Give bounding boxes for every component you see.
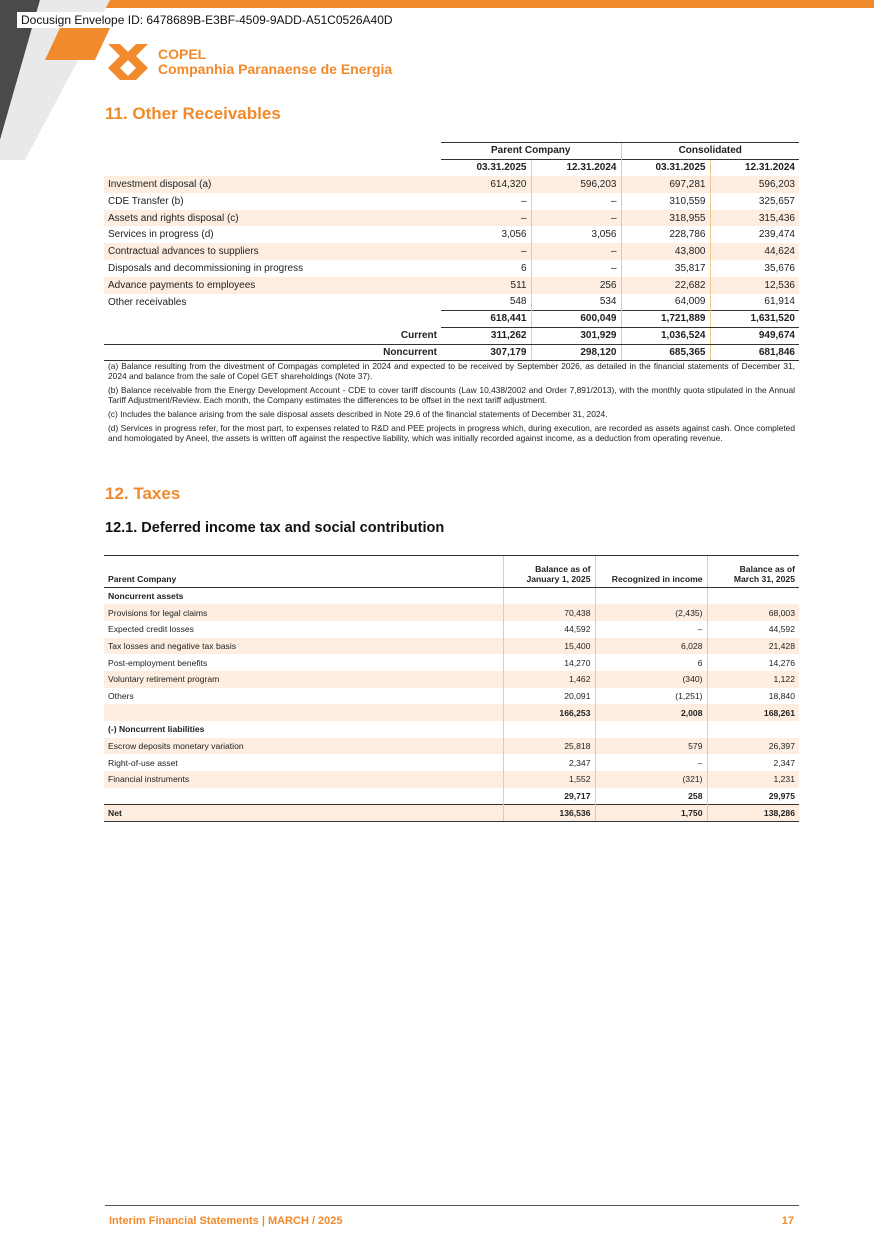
liab-label-row bbox=[104, 721, 799, 738]
value-cell: 256 bbox=[531, 277, 621, 294]
value-cell: 14,276 bbox=[707, 654, 799, 671]
value-cell: 2,347 bbox=[503, 754, 595, 771]
value-cell: – bbox=[531, 210, 621, 227]
deferred-header-row bbox=[104, 556, 799, 588]
net-label: Net bbox=[104, 804, 503, 821]
noncurrent-cell: 307,179 bbox=[441, 344, 531, 361]
value-cell: 239,474 bbox=[710, 226, 799, 243]
group-header-row bbox=[104, 143, 799, 160]
liab-label: (-) Noncurrent liabilities bbox=[108, 724, 205, 735]
note-c: (c) Includes the balance arising from the sale disposal assets described in Note 29.6 of the financial statements of December 31, 2024. bbox=[108, 409, 608, 419]
table-row bbox=[104, 226, 799, 243]
date-col: 03.31.2025 bbox=[441, 159, 531, 176]
copel-logo bbox=[106, 42, 392, 82]
row-label: Advance payments to employees bbox=[104, 277, 441, 294]
net-cell: 136,536 bbox=[503, 804, 595, 821]
section12-title: 12. Taxes bbox=[105, 484, 181, 503]
noncurrent-cell: 298,120 bbox=[531, 344, 621, 361]
row-label: Other receivables bbox=[108, 296, 187, 308]
row-label: Financial instruments bbox=[104, 771, 503, 788]
date-col: 12.31.2024 bbox=[710, 159, 799, 176]
value-cell: 21,428 bbox=[707, 638, 799, 655]
value-cell: 228,786 bbox=[621, 226, 710, 243]
value-cell: 35,817 bbox=[621, 260, 710, 277]
row-label: Post-employment benefits bbox=[108, 657, 208, 668]
assets-total-cell: 168,261 bbox=[707, 704, 799, 721]
group-consolidated: Consolidated bbox=[621, 143, 799, 160]
noncurrent-label: Noncurrent bbox=[104, 344, 441, 361]
other-receivables-table bbox=[104, 142, 799, 361]
value-cell: 44,592 bbox=[503, 621, 595, 638]
date-col: 12.31.2024 bbox=[531, 159, 621, 176]
value-cell: 6 bbox=[595, 654, 707, 671]
value-cell: 61,914 bbox=[710, 294, 799, 311]
header-parent-company: Parent Company bbox=[104, 556, 503, 588]
current-cell: 949,674 bbox=[710, 327, 799, 344]
receivables-notes bbox=[108, 361, 795, 447]
value-cell: 64,009 bbox=[621, 294, 710, 311]
value-cell: 22,682 bbox=[621, 277, 710, 294]
table-row bbox=[104, 654, 799, 671]
value-cell: 68,003 bbox=[707, 604, 799, 621]
net-cell: 1,750 bbox=[595, 804, 707, 821]
assets-total-cell: 2,008 bbox=[595, 704, 707, 721]
value-cell: 14,270 bbox=[503, 654, 595, 671]
deferred-tax-table bbox=[104, 555, 799, 822]
row-label: Others bbox=[108, 690, 134, 701]
table-row bbox=[104, 771, 799, 788]
table-row bbox=[104, 638, 799, 655]
table-row bbox=[104, 193, 799, 210]
value-cell: 12,536 bbox=[710, 277, 799, 294]
table-row bbox=[104, 671, 799, 688]
value-cell: 596,203 bbox=[710, 176, 799, 193]
value-cell: 315,436 bbox=[710, 210, 799, 227]
value-cell: 614,320 bbox=[441, 176, 531, 193]
table-row bbox=[104, 688, 799, 705]
top-accent-bar bbox=[0, 0, 874, 8]
total-cell: 600,049 bbox=[531, 310, 621, 327]
value-cell: (1,251) bbox=[595, 688, 707, 705]
value-cell: 511 bbox=[441, 277, 531, 294]
value-cell: 579 bbox=[595, 738, 707, 755]
current-cell: 1,036,524 bbox=[621, 327, 710, 344]
group-parent-company: Parent Company bbox=[441, 143, 621, 160]
value-cell: 596,203 bbox=[531, 176, 621, 193]
row-label: Expected credit losses bbox=[108, 624, 194, 635]
copel-logo-icon bbox=[106, 42, 150, 82]
table-row bbox=[104, 260, 799, 277]
value-cell: 26,397 bbox=[707, 738, 799, 755]
table-row bbox=[104, 738, 799, 755]
table-row bbox=[104, 176, 799, 193]
date-header-row bbox=[104, 159, 799, 176]
value-cell: – bbox=[520, 195, 527, 207]
current-cell: 311,262 bbox=[441, 327, 531, 344]
value-cell: – bbox=[531, 193, 621, 210]
logo-line2: Companhia Paranaense de Energia bbox=[158, 61, 393, 77]
value-cell: – bbox=[595, 621, 707, 638]
row-label: Assets and rights disposal (c) bbox=[104, 210, 441, 227]
logo-line1: COPEL bbox=[158, 46, 207, 62]
row-label: Disposals and decommissioning in progress bbox=[108, 262, 304, 274]
assets-label: Noncurrent assets bbox=[108, 591, 184, 602]
value-cell: (340) bbox=[595, 671, 707, 688]
value-cell: 43,800 bbox=[621, 243, 710, 260]
value-cell: 15,400 bbox=[503, 638, 595, 655]
table-row bbox=[104, 294, 799, 311]
header-balance-jan-l2: January 1, 2025 bbox=[526, 574, 591, 584]
value-cell: 6,028 bbox=[595, 638, 707, 655]
header-balance-jan bbox=[503, 556, 595, 588]
current-cell: 301,929 bbox=[531, 327, 621, 344]
value-cell: – bbox=[531, 260, 621, 277]
table-row bbox=[104, 243, 799, 260]
total-cell: 1,631,520 bbox=[710, 310, 799, 327]
value-cell: 20,091 bbox=[503, 688, 595, 705]
value-cell: 1,552 bbox=[503, 771, 595, 788]
page-number: 17 bbox=[781, 1215, 794, 1227]
value-cell: 35,676 bbox=[710, 260, 799, 277]
value-cell: 1,462 bbox=[503, 671, 595, 688]
value-cell: 310,559 bbox=[621, 193, 710, 210]
noncurrent-cell: 685,365 bbox=[621, 344, 710, 361]
net-row bbox=[104, 804, 799, 821]
value-cell: 697,281 bbox=[621, 176, 710, 193]
note-d: (d) Services in progress refer, for the most part, to expenses related to R&D and PEE projects in progress which, during execution, are recorded as assets against cash. Once completed and homologated by Aneel, the assets is written off against the respective liability, which was initially recorded against income, as a deduction from operating revenue. bbox=[108, 422, 795, 443]
row-label: CDE Transfer (b) bbox=[108, 195, 184, 207]
row-label: Contractual advances to suppliers bbox=[104, 243, 441, 260]
date-col: 03.31.2025 bbox=[621, 159, 710, 176]
table-row bbox=[104, 277, 799, 294]
value-cell: 25,818 bbox=[503, 738, 595, 755]
header-balance-mar-l2: March 31, 2025 bbox=[733, 574, 795, 584]
value-cell: (2,435) bbox=[595, 604, 707, 621]
note-b: (b) Balance receivable from the Energy Development Account - CDE to cover tariff discounts (Law 10,438/2002 and Order 7,891/2013), with the monthly quota stipulated in the Annual Tariff Adjustment/Review. Each month, the Company estimates the differences to be offset in the next tariff adjustment. bbox=[108, 385, 795, 406]
value-cell: 325,657 bbox=[710, 193, 799, 210]
row-label: Right-of-use asset bbox=[108, 757, 178, 768]
value-cell: 3,056 bbox=[501, 229, 527, 241]
footer-divider bbox=[105, 1205, 799, 1206]
section11-title: 11. Other Receivables bbox=[105, 104, 281, 123]
value-cell: 44,592 bbox=[707, 621, 799, 638]
assets-total-cell: 166,253 bbox=[503, 704, 595, 721]
assets-total-row bbox=[104, 704, 799, 721]
row-label: Investment disposal (a) bbox=[104, 176, 441, 193]
row-label: Escrow deposits monetary variation bbox=[104, 738, 503, 755]
value-cell: 318,955 bbox=[621, 210, 710, 227]
total-cell: 1,721,889 bbox=[621, 310, 710, 327]
total-row bbox=[104, 310, 799, 327]
table-row bbox=[104, 604, 799, 621]
value-cell: 70,438 bbox=[503, 604, 595, 621]
value-cell: 1,231 bbox=[707, 771, 799, 788]
current-row bbox=[104, 327, 799, 344]
assets-label-row bbox=[104, 588, 799, 605]
value-cell: (321) bbox=[595, 771, 707, 788]
header-balance-jan-l1: Balance as of bbox=[535, 564, 591, 574]
envelope-id: Docusign Envelope ID: 6478689B-E3BF-4509-9ADD-A51C0526A40D bbox=[17, 12, 397, 28]
table-row bbox=[104, 621, 799, 638]
value-cell: 534 bbox=[531, 294, 621, 311]
value-cell: 1,122 bbox=[707, 671, 799, 688]
liab-total-cell: 258 bbox=[595, 788, 707, 805]
liab-total-cell: 29,717 bbox=[503, 788, 595, 805]
value-cell: – bbox=[441, 210, 531, 227]
value-cell: – bbox=[531, 243, 621, 260]
note-a: (a) Balance resulting from the divestment of Compagas completed in 2024 and expected to be received by September 2026, as detailed in the financial statements of December 31, 2024 and balance from the sale of Copel GET shareholdings (Note 37). bbox=[108, 361, 795, 382]
row-label: Tax losses and negative tax basis bbox=[104, 638, 503, 655]
value-cell: 3,056 bbox=[531, 226, 621, 243]
footer-title: Interim Financial Statements | MARCH / 2025 bbox=[109, 1215, 343, 1227]
value-cell: – bbox=[595, 754, 707, 771]
table-row bbox=[104, 210, 799, 227]
row-label: Provisions for legal claims bbox=[104, 604, 503, 621]
noncurrent-cell: 681,846 bbox=[710, 344, 799, 361]
row-label: Services in progress (d) bbox=[108, 229, 214, 241]
value-cell: 2,347 bbox=[707, 754, 799, 771]
value-cell: 6 bbox=[520, 262, 527, 274]
value-cell: – bbox=[441, 243, 531, 260]
liab-total-cell: 29,975 bbox=[707, 788, 799, 805]
header-balance-mar-l1: Balance as of bbox=[739, 564, 795, 574]
row-label: Voluntary retirement program bbox=[104, 671, 503, 688]
current-label: Current bbox=[104, 327, 441, 344]
value-cell: 44,624 bbox=[710, 243, 799, 260]
section12-subtitle: 12.1. Deferred income tax and social contribution bbox=[105, 520, 445, 536]
total-cell: 618,441 bbox=[441, 310, 531, 327]
table-row bbox=[104, 754, 799, 771]
noncurrent-row bbox=[104, 344, 799, 361]
header-balance-mar bbox=[707, 556, 799, 588]
value-cell: 18,840 bbox=[707, 688, 799, 705]
header-recognized: Recognized in income bbox=[595, 556, 707, 588]
value-cell: 548 bbox=[509, 296, 527, 308]
net-cell: 138,286 bbox=[707, 804, 799, 821]
liab-total-row bbox=[104, 788, 799, 805]
